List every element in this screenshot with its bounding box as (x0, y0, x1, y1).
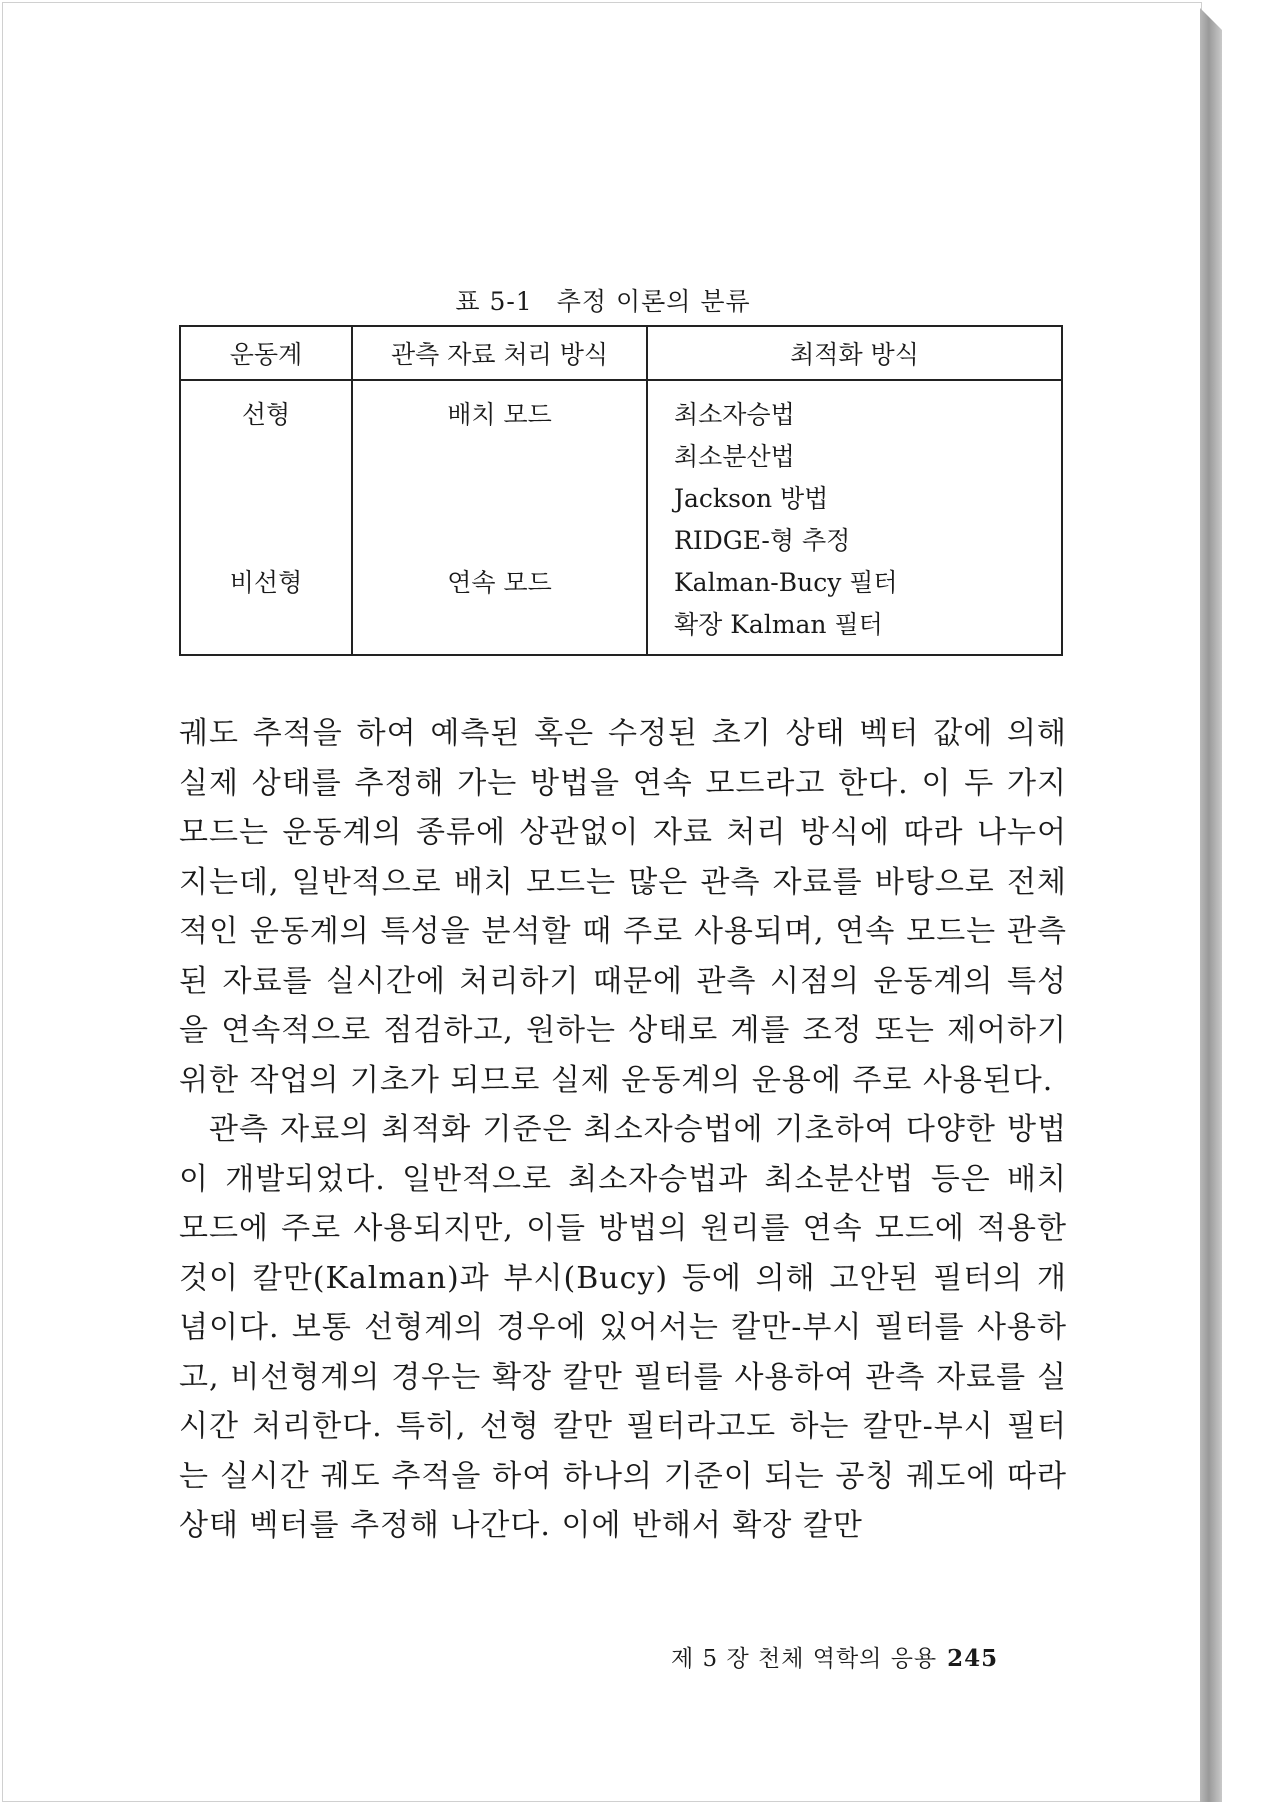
mode-batch: 배치 모드 (447, 400, 552, 429)
header-optimization: 최적화 방식 (647, 326, 1062, 380)
method-item: 확장 Kalman 필터 (674, 610, 883, 639)
method-item: 최소분산법 (674, 442, 795, 471)
method-cell (647, 380, 1062, 655)
page-edge (1200, 8, 1222, 1802)
table-title: 추정 이론의 분류 (556, 287, 751, 316)
system-type-linear: 선형 (241, 400, 291, 429)
table-caption (3, 282, 1203, 318)
body-text (179, 709, 1067, 1551)
table-header-row (180, 326, 1062, 380)
page-number: 245 (947, 1645, 999, 1672)
chapter-title: 제 5 장 천체 역학의 응용 (671, 1646, 938, 1672)
system-type-nonlinear: 비선형 (229, 568, 303, 597)
mode-sequential: 연속 모드 (447, 568, 552, 597)
paragraph-1: 궤도 추적을 하여 예측된 혹은 수정된 초기 상태 벡터 값에 의해 실제 상태를 추정해 가는 방법을 연속 모드라고 한다. 이 두 가지 모드는 운동계의 종류에 상관없이 자료 처리 방식에 따라 나누어지는데, 일반적으로 배치 모드는 많은 관측 자료를 바탕으로 전체적인 운동계의 특성을 분석할 때 주로 사용되며, 연속 모드는 관측된 자료를 실시간에 처리하기 때문에 관측 시점의 운동계의 특성을 연속적으로 점검하고, 원하는 상태로 계를 조정 또는 제어하기 위한 작업의 기초가 되므로 실제 운동계의 운용에 주로 사용된다. (179, 716, 1067, 1098)
book-page (2, 2, 1202, 1802)
method-item: Kalman-Bucy 필터 (674, 568, 898, 597)
paragraph-2: 관측 자료의 최적화 기준은 최소자승법에 기초하여 다양한 방법이 개발되었다. 일반적으로 최소자승법과 최소분산법 등은 배치 모드에 주로 사용되지만, 이들 방법의 원리를 연속 모드에 적용한 것이 칼만(Kalman)과 부시(Bucy) 등에 의해 고안된 필터의 개념이다. 보통 선형계의 경우에 있어서는 칼만-부시 필터를 사용하고, 비선형계의 경우는 확장 칼만 필터를 사용하여 관측 자료를 실시간 처리한다. 특히, 선형 칼만 필터라고도 하는 칼만-부시 필터는 실시간 궤도 추적을 하여 하나의 기준이 되는 공칭 궤도에 따라 상태 벡터를 추정해 나간다. 이에 반해서 확장 칼만 (179, 1112, 1067, 1543)
method-item: Jackson 방법 (674, 484, 829, 513)
table-row (180, 380, 1062, 655)
header-processing: 관측 자료 처리 방식 (352, 326, 647, 380)
method-item: RIDGE-형 추정 (674, 526, 851, 555)
method-item: 최소자승법 (674, 400, 795, 429)
estimation-table (179, 325, 1063, 656)
processing-mode-cell (352, 380, 647, 655)
header-system: 운동계 (180, 326, 352, 380)
system-type-cell (180, 380, 352, 655)
table-number: 표 5-1 (455, 287, 533, 316)
page-footer (671, 1640, 1071, 1673)
